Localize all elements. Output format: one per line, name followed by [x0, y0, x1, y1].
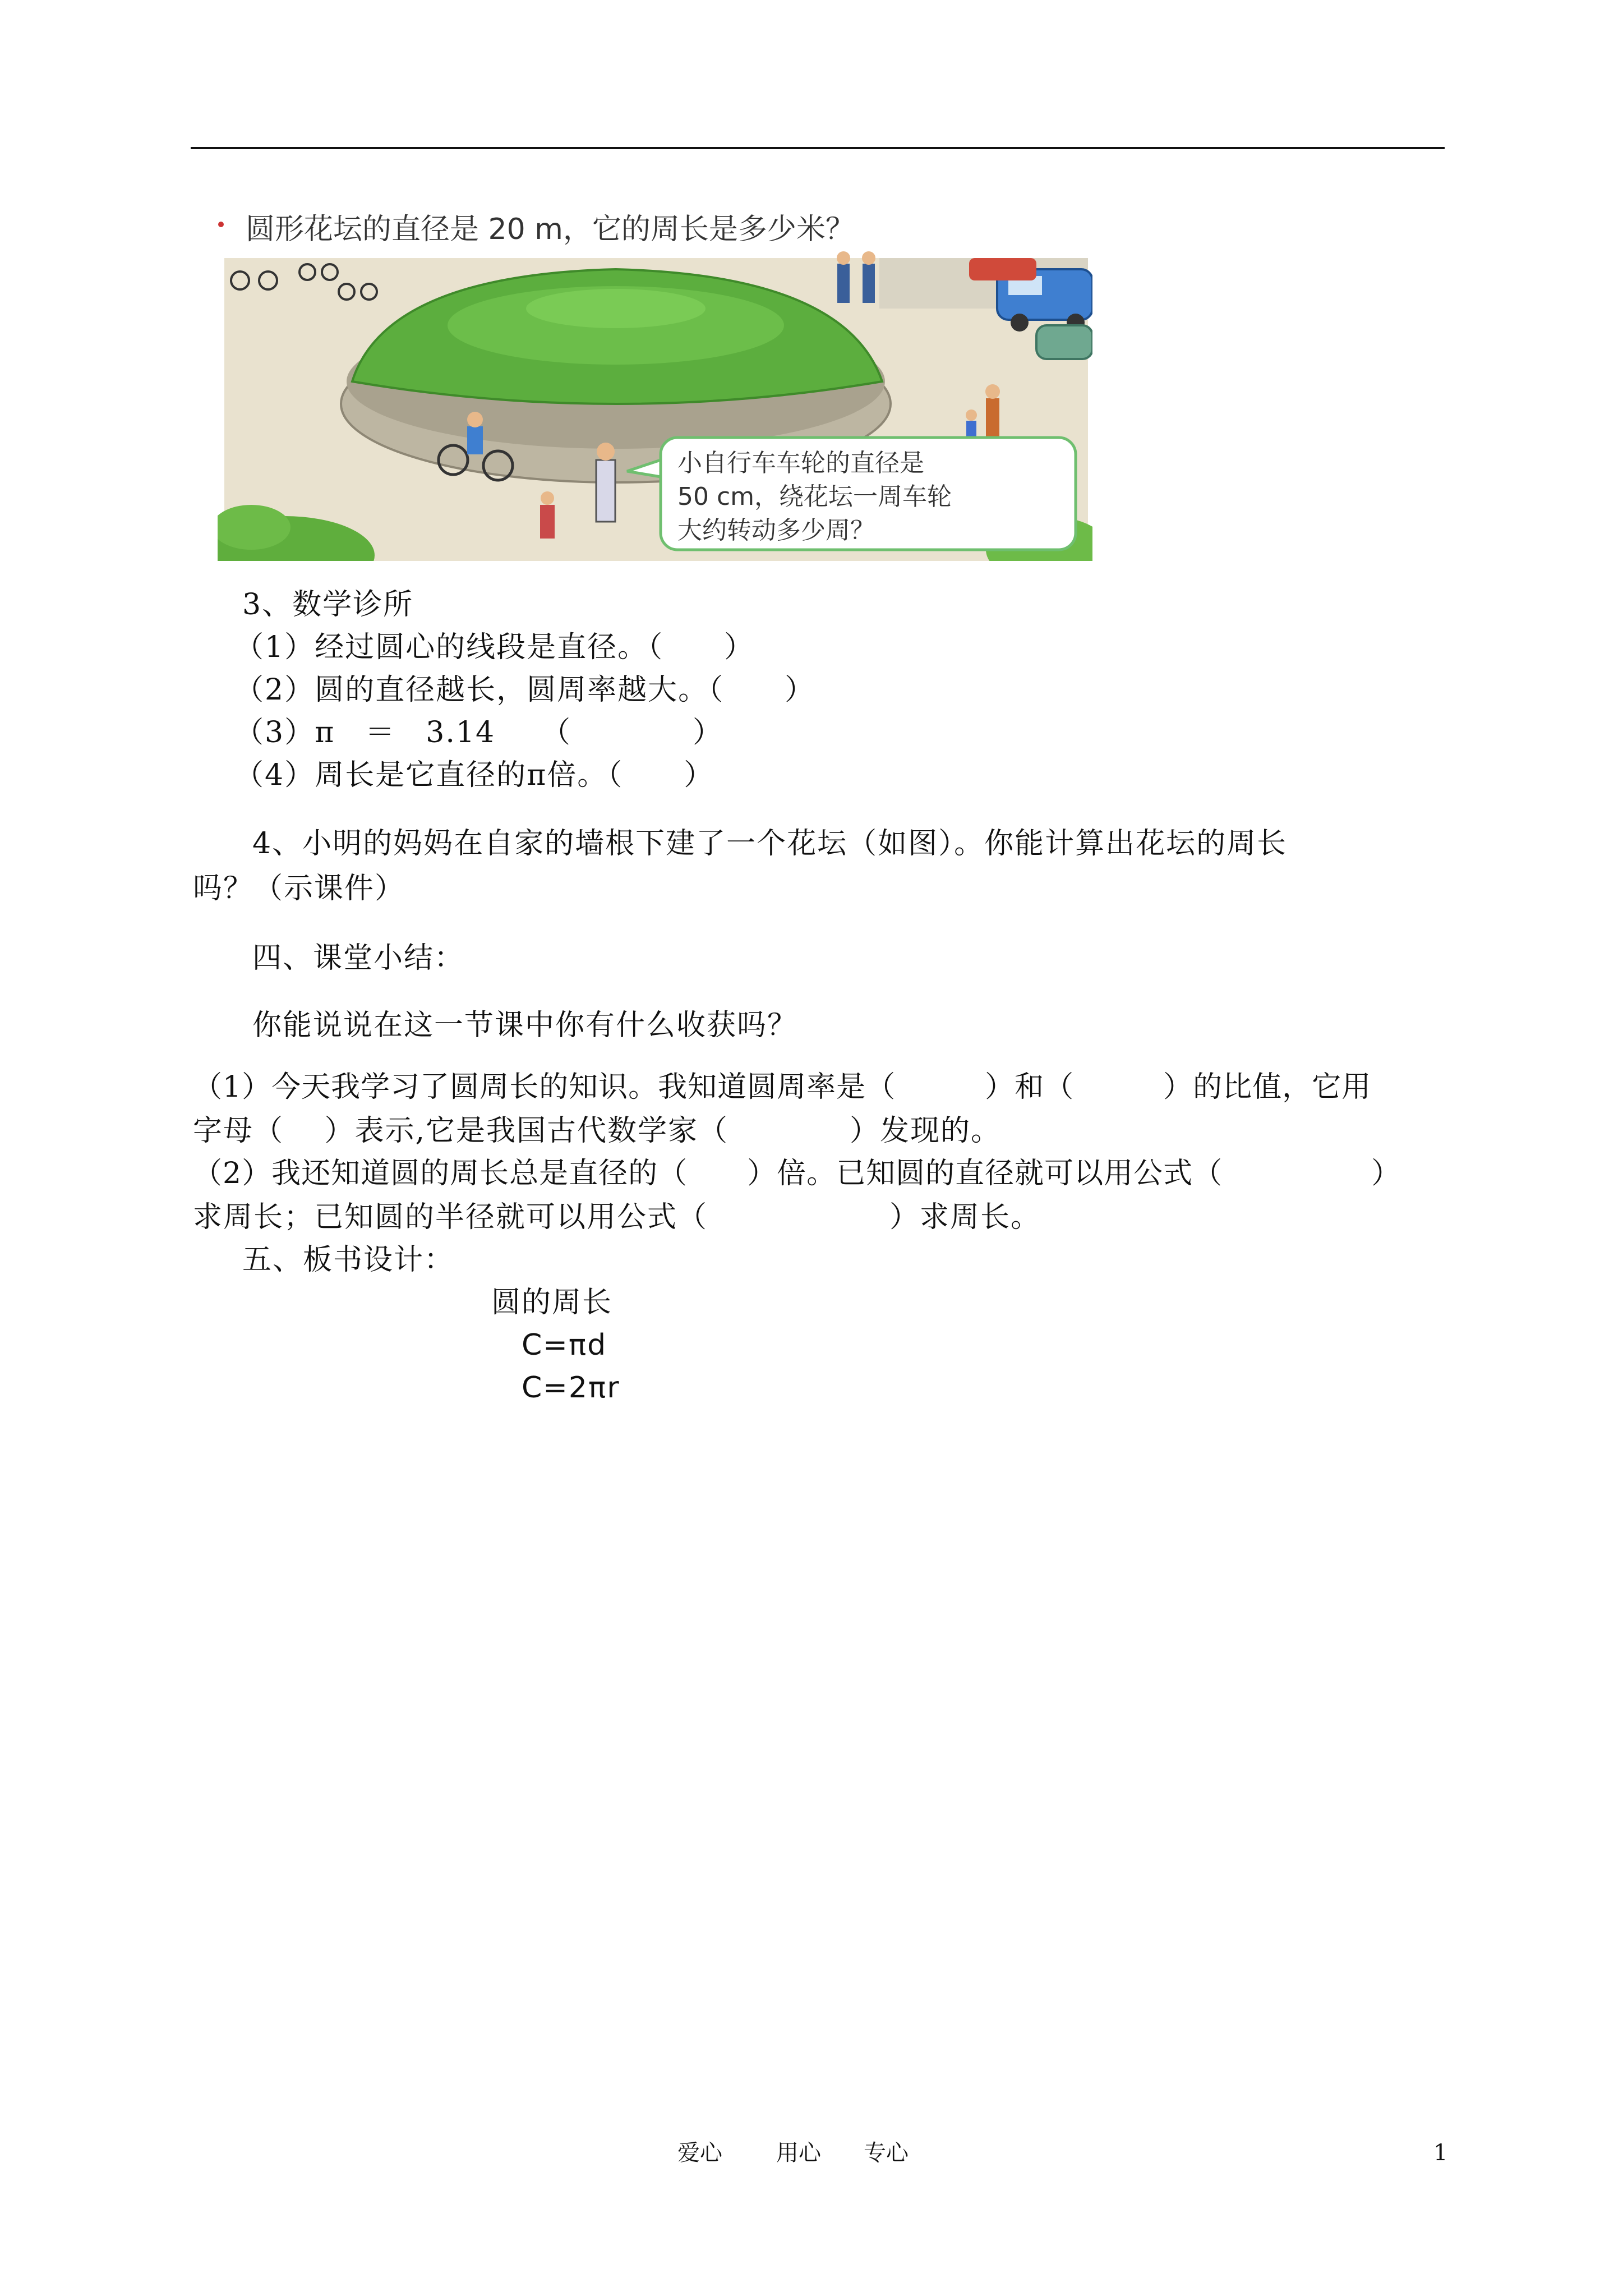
- board-formula-2: C=2πr: [522, 1371, 620, 1405]
- section4-line-1: 4、小明的妈妈在自家的墙根下建了一个花坛（如图）。你能计算出花坛的周长: [252, 827, 1288, 861]
- section3-item-2: （2）圆的直径越长，圆周率越大。（ ）: [234, 673, 815, 707]
- flower-bed-illustration: [218, 213, 1092, 561]
- summary-item-1-line-1: （1）今天我学习了圆周长的知识。我知道圆周率是（ ）和（ ）的比值，它用: [193, 1070, 1372, 1104]
- board-heading: 圆的周长: [491, 1286, 613, 1319]
- car-red: [969, 258, 1036, 280]
- flower-bed-top: [526, 289, 706, 328]
- bubble-line-1: 小自行车车轮的直径是: [677, 449, 924, 477]
- bubble-line-2: 50 cm，绕花坛一周车轮: [677, 482, 952, 511]
- footer-motto-3: 专心: [864, 2140, 909, 2166]
- summary-item-1-line-2: 字母（ ）表示,它是我国古代数学家（ ）发现的。: [193, 1114, 1002, 1148]
- footer-motto-1: 爱心: [677, 2140, 722, 2166]
- section3-item-4: （4）周长是它直径的π倍。（ ）: [234, 758, 714, 792]
- figure-question: 圆形花坛的直径是 20 m，它的周长是多少米？: [246, 213, 855, 246]
- marker-dot: [218, 222, 224, 227]
- summary-prompt: 你能说说在这一节课中你有什么收获吗？: [252, 1009, 798, 1042]
- board-title: 五、板书设计：: [242, 1243, 455, 1277]
- page-number: 1: [1433, 2140, 1448, 2166]
- section3-item-3: （3）π ＝ 3.14 （ ）: [234, 716, 723, 749]
- summary-title: 四、课堂小结：: [252, 941, 465, 975]
- board-formula-1: C=πd: [522, 1328, 607, 1362]
- car-green: [1036, 325, 1092, 359]
- illustration-svg: [218, 213, 1092, 561]
- section3-title: 3、数学诊所: [242, 588, 414, 622]
- summary-item-2-line-1: （2）我还知道圆的周长总是直径的（ ）倍。已知圆的直径就可以用公式（ ）: [193, 1157, 1401, 1190]
- bubble-line-3: 大约转动多少周？: [677, 516, 875, 545]
- summary-item-2-line-2: 求周长；已知圆的半径就可以用公式（ ）求周长。: [193, 1200, 1041, 1234]
- header-rule: [191, 147, 1445, 149]
- section3-item-1: （1）经过圆心的线段是直径。（ ）: [234, 631, 755, 664]
- section4-line-2: 吗？（示课件）: [193, 872, 405, 905]
- footer-motto-2: 用心: [776, 2140, 821, 2166]
